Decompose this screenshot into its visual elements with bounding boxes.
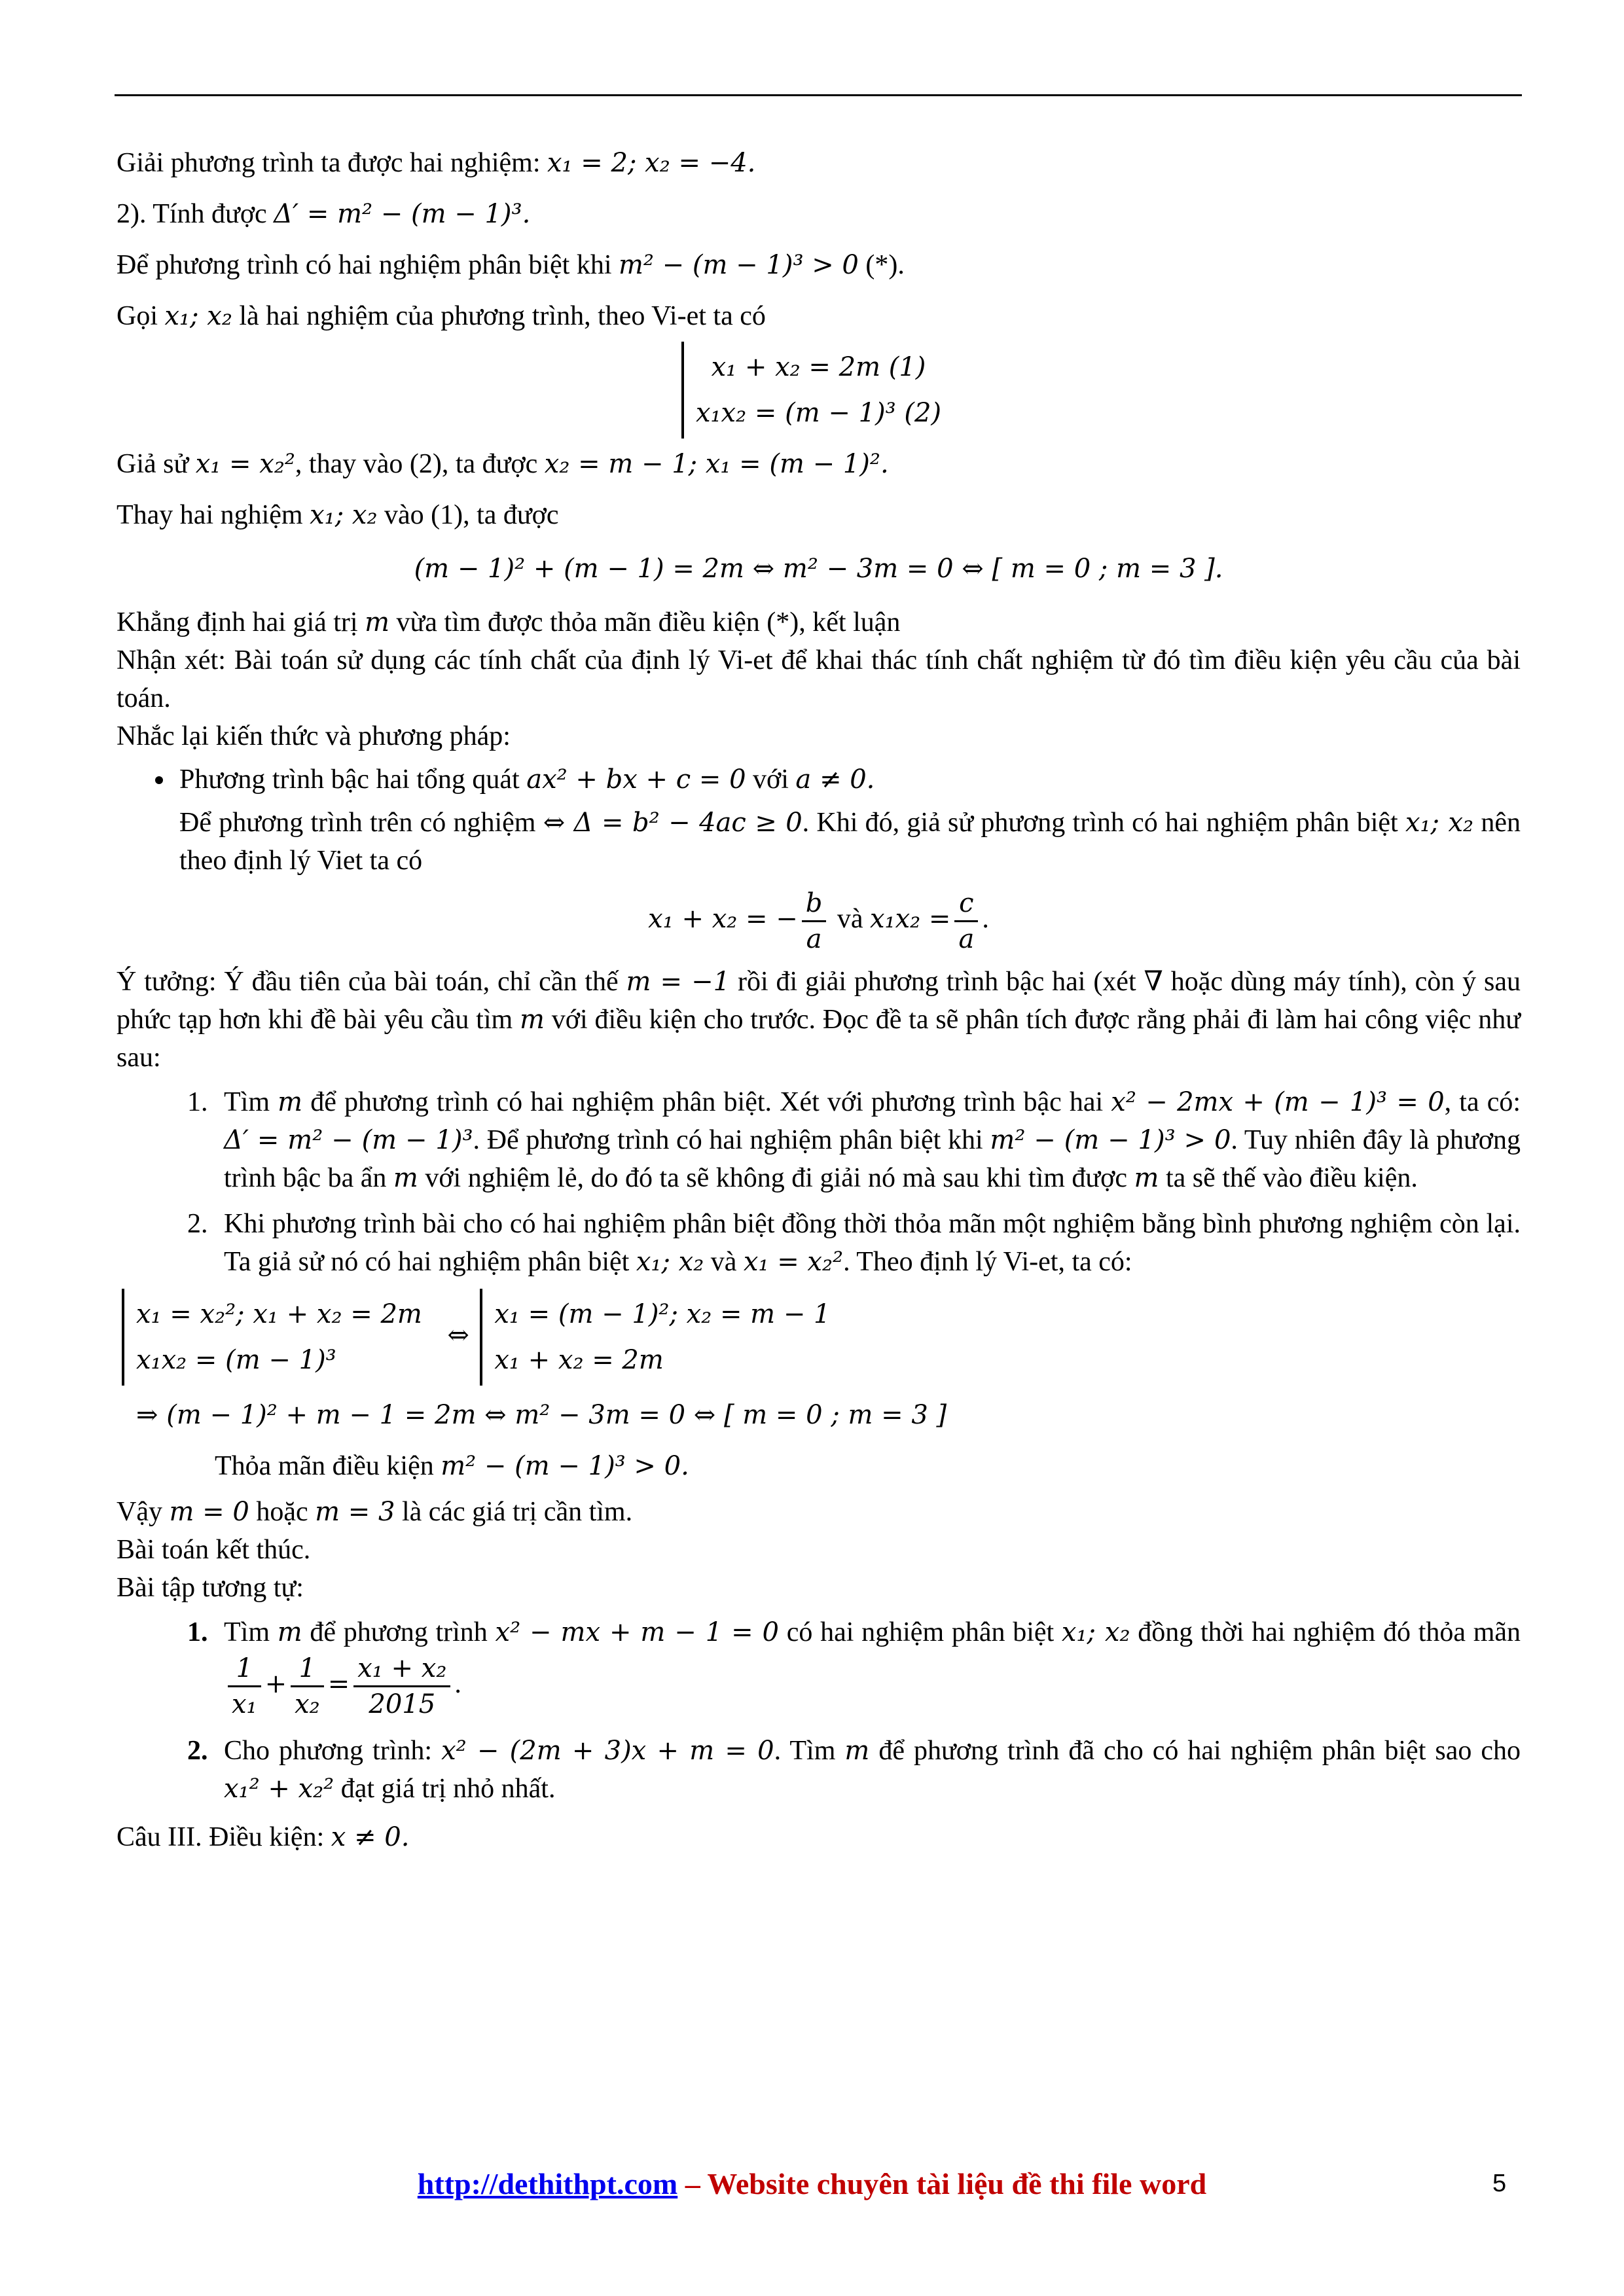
equation: ⇒ (m − 1)² + m − 1 = 2m ⇔ m² − 3m = 0 ⇔ [ m = 0 ; m = 3 ]	[136, 1400, 947, 1430]
list-item: 2. Khi phương trình bài cho có hai nghiệm phân biệt đồng thời thỏa mãn một nghiệm bằng bình phương nghiệm còn lại. Ta giả sử nó có hai nghiệm phân biệt x₁; x₂ và x₁ = x₂². Theo định lý Vi-et, ta có:	[215, 1205, 1521, 1281]
paragraph: Bài toán kết thúc.	[117, 1535, 311, 1565]
paragraph: Gọi x₁; x₂ là hai nghiệm của phương trình, theo Vi-et ta có	[117, 301, 766, 331]
header-rule	[115, 94, 1522, 96]
paragraph: Khẳng định hai giá trị m vừa tìm được thỏa mãn điều kiện (*), kết luận	[117, 607, 901, 637]
footer	[0, 2166, 1624, 2201]
footer-text: – Website chuyên tài liệu đề thi file word	[677, 2167, 1207, 2200]
exercise-list	[117, 1613, 1521, 1808]
steps-list	[117, 1083, 1521, 1281]
idea-paragraph: Ý tưởng: Ý đầu tiên của bài toán, chỉ cần thế m = −1 rồi đi giải phương trình bậc hai (xét ∇ hoặc dùng máy tính), còn ý sau phức tạp hơn khi đề bài yêu cầu tìm m với điều kiện cho trước. Đọc đề ta sẽ phân tích được rằng phải đi làm hai công việc như sau:	[117, 967, 1521, 1073]
system-derivation: x₁ = x₂²; x₁ + x₂ = 2m x₁x₂ = (m − 1)³ ⇔ x₁ = (m − 1)²; x₂ = m − 1 x₁ + x₂ = 2m	[136, 1289, 1521, 1386]
list-item: • Phương trình bậc hai tổng quát ax² + bx + c = 0 với a ≠ 0.	[175, 761, 1521, 798]
paragraph: Câu III. Điều kiện: x ≠ 0.	[117, 1822, 410, 1852]
list-item: 1. Tìm m để phương trình có hai nghiệm phân biệt. Xét với phương trình bậc hai x² − 2mx + (m − 1)³ = 0, ta có: Δ′ = m² − (m − 1)³. Để phương trình có hai nghiệm phân biệt khi m² − (m − 1)³ > 0. Tuy nhiên đây là phương trình bậc ba ẩn m với nghiệm lẻ, do đó ta sẽ không đi giải nó mà sau khi tìm được m ta sẽ thế vào điều kiện.	[215, 1083, 1521, 1197]
paragraph: 2). Tính được Δ′ = m² − (m − 1)³.	[117, 199, 531, 229]
paragraph: Giả sử x₁ = x₂², thay vào (2), ta được x₂ = m − 1; x₁ = (m − 1)².	[117, 449, 889, 479]
vieta-system: x₁ + x₂ = 2m (1) x₁x₂ = (m − 1)³ (2)	[117, 342, 1521, 439]
paragraph: Để phương trình có hai nghiệm phân biệt khi m² − (m − 1)³ > 0 (*).	[117, 250, 905, 280]
bullet-list	[117, 761, 1521, 798]
list-item: 2. Cho phương trình: x² − (2m + 3)x + m = 0. Tìm m để phương trình đã cho có hai nghiệm phân biệt sao cho x₁² + x₂² đạt giá trị nhỏ nhất.	[215, 1732, 1521, 1808]
conclusion: Vậy m = 0 hoặc m = 3 là các giá trị cần tìm.	[117, 1497, 633, 1527]
list-item: 1. Tìm m để phương trình x² − mx + m − 1 = 0 có hai nghiệm phân biệt x₁; x₂ đồng thời hai nghiệm đó thỏa mãn $\frac{1}{\text{x₁}}$ + $\frac{1}{\text{x₂}}$ = $\frac{\text{x₁ + x₂}}{2015}$ .	[215, 1613, 1521, 1721]
vieta-formula: x₁ + x₂ = − $\frac{b}{a}$ và x₁x₂ = $\frac{c}{a}$ .	[117, 886, 1521, 956]
equation: (m − 1)² + (m − 1) = 2m ⇔ m² − 3m = 0 ⇔ [ m = 0 ; m = 3 ].	[414, 554, 1223, 584]
page-body	[117, 144, 1521, 1856]
paragraph: Thỏa mãn điều kiện m² − (m − 1)³ > 0.	[215, 1451, 689, 1481]
paragraph: Bài tập tương tự:	[117, 1573, 304, 1603]
paragraph: Nhắc lại kiến thức và phương pháp:	[117, 721, 511, 751]
paragraph: Để phương trình trên có nghiệm ⇔ Δ = b² − 4ac ≥ 0. Khi đó, giả sử phương trình có hai nghiệm phân biệt x₁; x₂ nên theo định lý Viet ta có	[179, 808, 1521, 876]
paragraph: Giải phương trình ta được hai nghiệm: x₁ = 2; x₂ = −4.	[117, 148, 756, 178]
remark: Nhận xét: Bài toán sử dụng các tính chất của định lý Vi-et để khai thác tính chất nghiệm từ đó tìm điều kiện yêu cầu của bài toán.	[117, 645, 1521, 713]
paragraph: Thay hai nghiệm x₁; x₂ vào (1), ta được	[117, 500, 559, 530]
footer-link[interactable]: http://dethithpt.com	[417, 2167, 678, 2200]
page-number: 5	[1492, 2170, 1507, 2197]
